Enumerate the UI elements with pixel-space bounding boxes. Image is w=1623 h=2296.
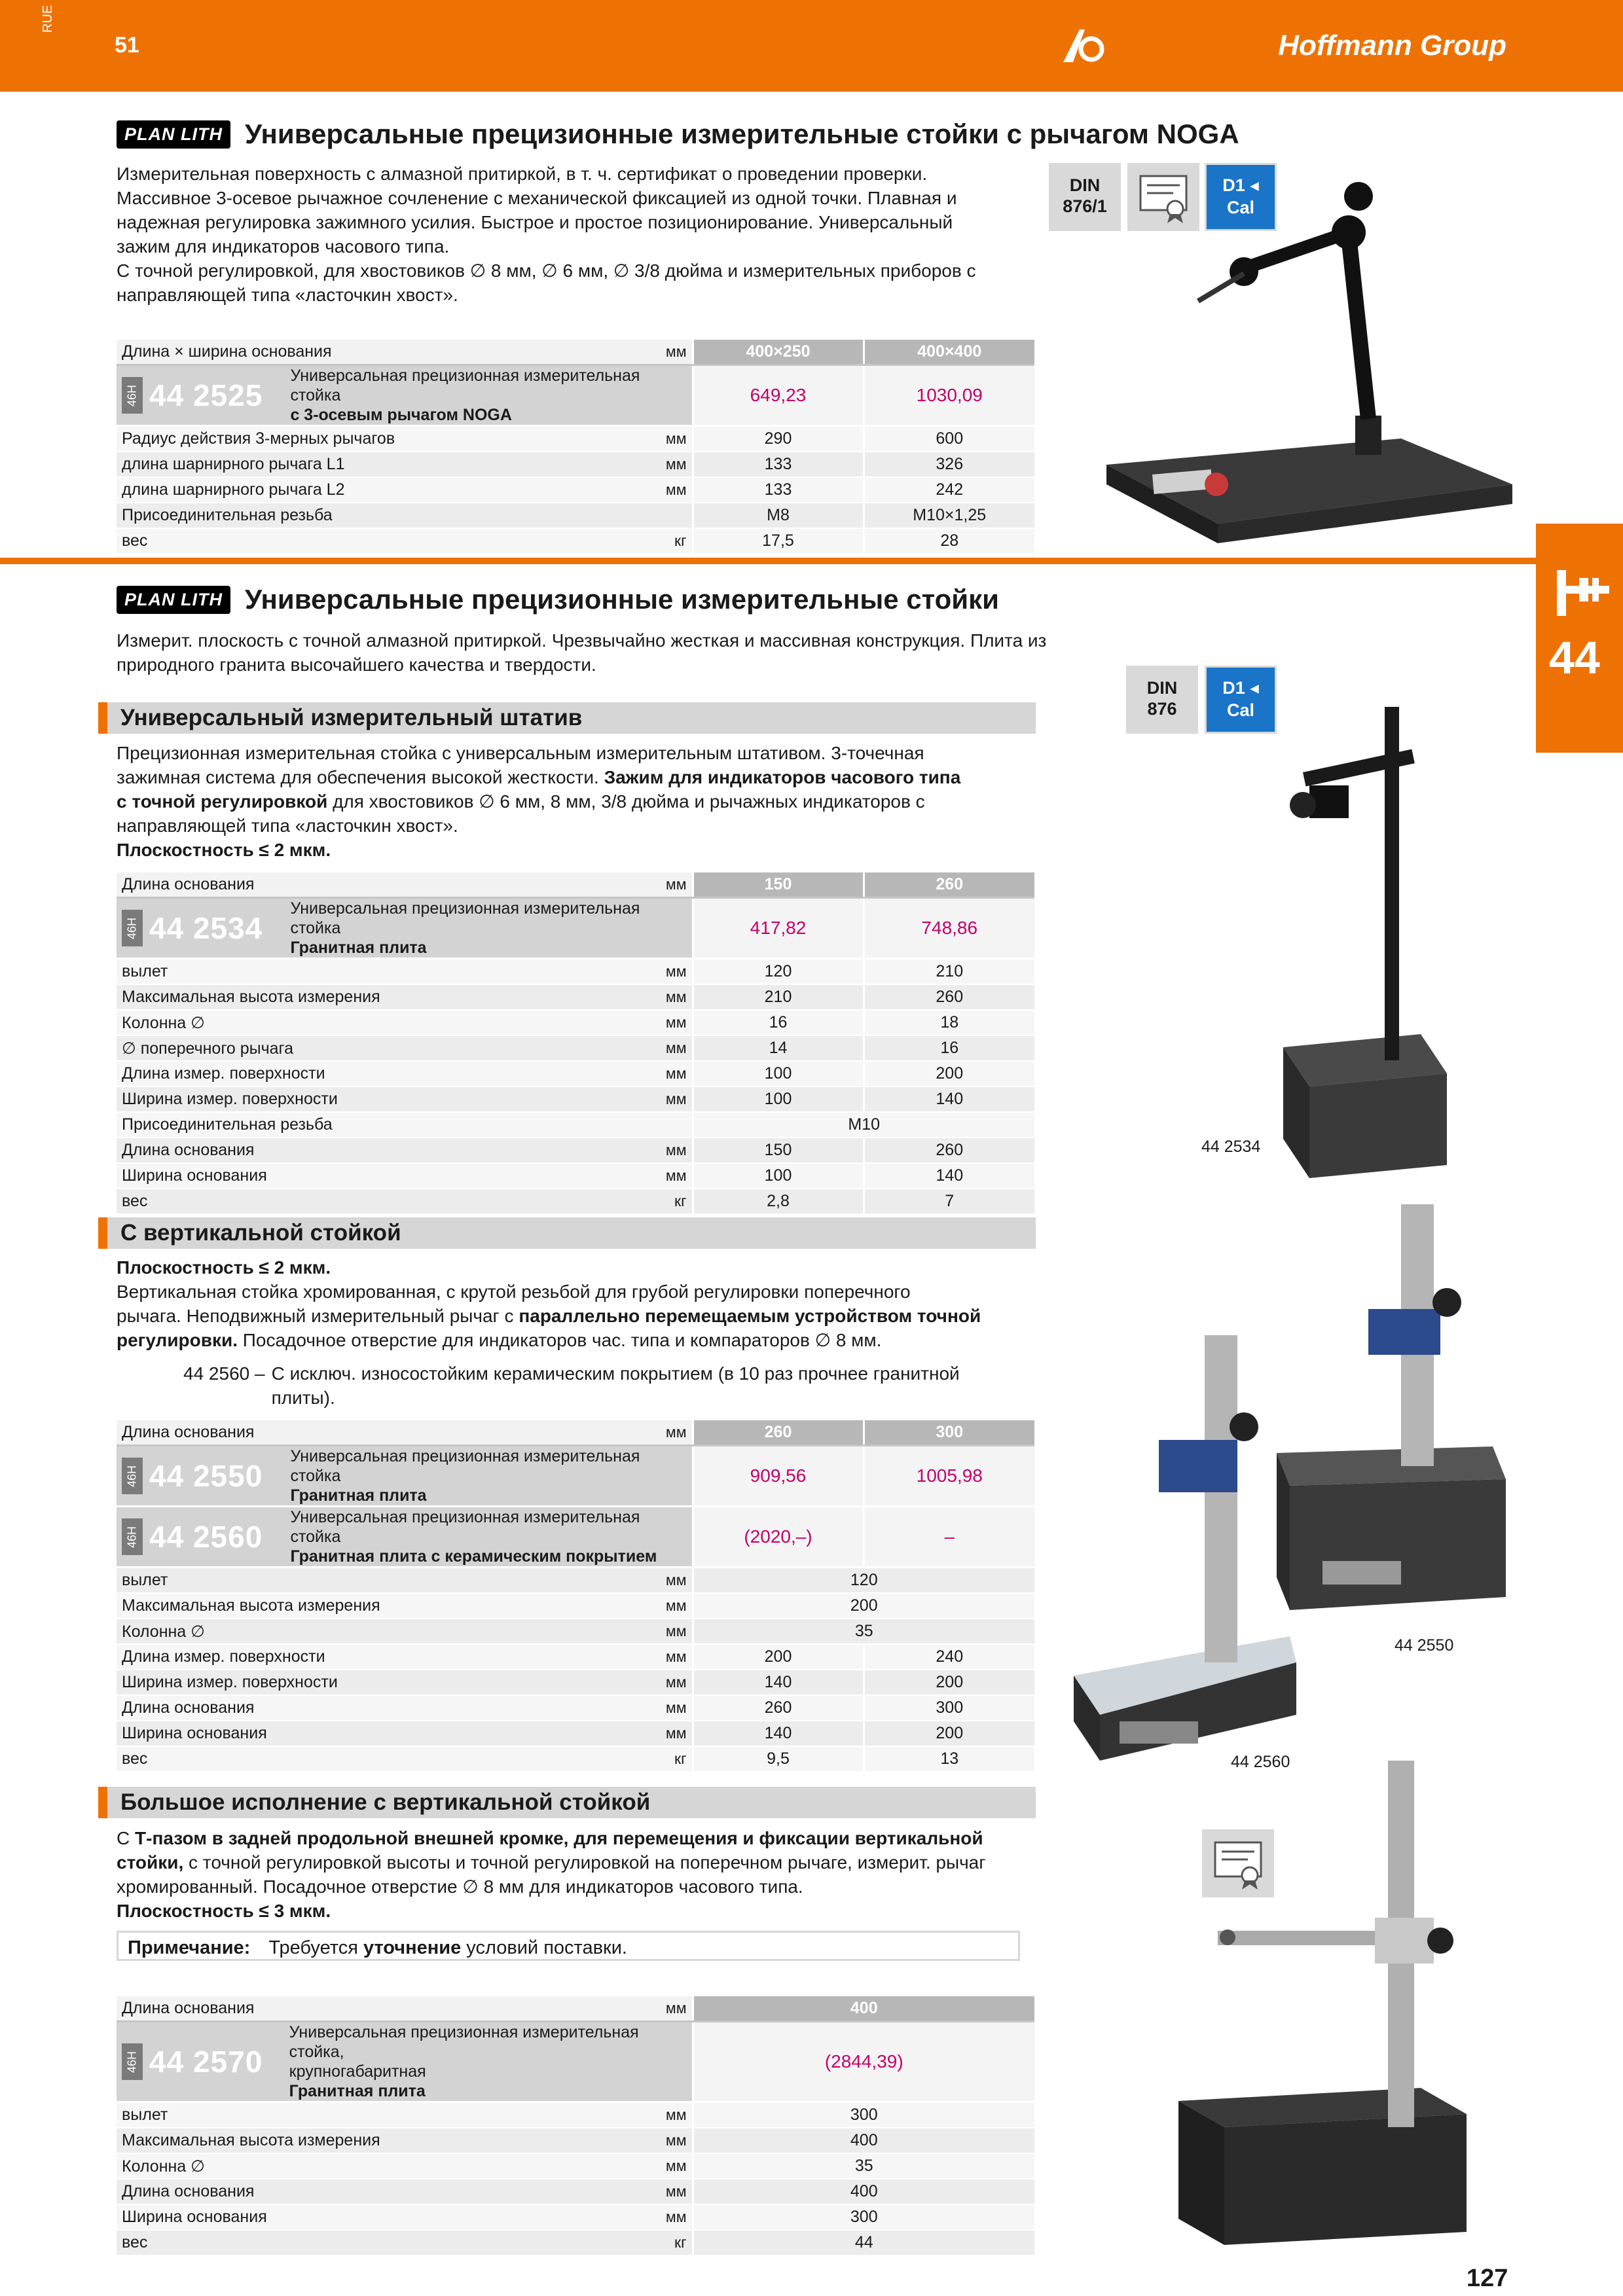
sec2-description: Плоскостность ≤ 2 мкм. Вертикальная стойка хромированная, с крутой резьбой для грубой регулировки поперечного рычага. Неподвижный измерительный рычаг с параллельно перемещаемым устройством точной регулировки. Посадочное отверстие для индикаторов час. типа и компараторов ∅ 8 мм.: [117, 1257, 981, 1350]
d1-cal-badge: D1 ◂ Cal: [1205, 163, 1277, 231]
article-number: 44 2525: [149, 378, 263, 412]
sec1-description: Прецизионная измерительная стойка с универсальным измерительным штативом. 3-точечная зажимная система для обеспечения высокой жесткости. Зажим для индикаторов часового типа с точной регулировкой для хвостовиков ∅ 6 мм, 8 мм, 3/8 дюйма и рычажных индикаторов с направляющей типа «ласточкин хвост». Плоскостность ≤ 2 мкм.: [117, 743, 961, 860]
table-header: Длина × ширина основания мм 400×250 400×400: [117, 340, 1034, 365]
page-number-left: 51: [115, 33, 139, 58]
product1-header: [117, 115, 1239, 154]
sec3-spec-table: Длина основания мм 400 46H 44 2570 Универсальная прецизионная измерительная стойка, крупногабаритная Гранитная плита (2844,39) вылет мм 300 Максимальная высота измерения мм 400 Колонна ∅ мм 35 Длина основания мм 400 Ширина основания мм 300 вес кг 44: [117, 1996, 1034, 2256]
table-row: Длина измер. поверхности мм 100 200: [117, 1061, 1034, 1086]
table-row: Длина основания мм 150 260: [117, 1138, 1034, 1163]
table-row: Длина измер. поверхности мм 200 240: [117, 1644, 1034, 1670]
product2-title: Универсальные прецизионные измерительные стойки: [245, 584, 999, 615]
table-row: вылет мм 120 210: [117, 959, 1034, 985]
table-row: Длина основания мм 400: [117, 2179, 1034, 2204]
article-number: 44 2560: [149, 1520, 263, 1554]
page-number: 127: [1467, 2265, 1508, 2292]
table-row: длина шарнирного рычага L2 мм 133 242: [117, 477, 1034, 503]
table-row: вес кг 2,8 7: [117, 1189, 1034, 1214]
table-row: вес кг 9,5 13: [117, 1746, 1034, 1772]
table-row: Присоединительная резьба M10: [117, 1112, 1034, 1138]
image-caption: 44 2560: [1231, 1753, 1290, 1771]
table-row: Колонна ∅ мм 35: [117, 2153, 1034, 2179]
section-title-vertical-column: С вертикальной стойкой: [98, 1217, 1036, 1249]
product-442534-image: [1257, 707, 1453, 1191]
din-badge: DIN 876/1: [1049, 163, 1121, 231]
product1-spec-table: [117, 340, 1034, 554]
article-row[interactable]: 46H 44 2560 Универсальная прецизионная измерительная стойка Гранитная плита с керамическим покрытием (2020,–) –: [117, 1507, 1034, 1568]
table-row: Радиус действия 3-мерных рычагов мм 290 600: [117, 426, 1034, 452]
table-row: Максимальная высота измерения мм 210 260: [117, 984, 1034, 1010]
table-row: вес кг 44: [117, 2230, 1034, 2255]
product2-description: Измерит. плоскость с точной алмазной притиркой. Чрезвычайно жесткая и массивная конструкция. Плита из природного гранита высочайшего качества и твердости.: [117, 630, 1047, 675]
article-number: 44 2534: [149, 911, 263, 945]
article-number: 44 2570: [149, 2045, 263, 2079]
section-divider: [0, 558, 1536, 564]
article-number: 44 2550: [149, 1459, 263, 1493]
image-caption: 44 2534: [1201, 1138, 1261, 1156]
d1-cal-badge: D1 ◂ Cal: [1205, 666, 1277, 734]
din-badge: DIN 876: [1126, 666, 1198, 734]
price: (2844,39): [693, 2022, 1034, 2102]
table-row: Колонна ∅ мм 35: [117, 1619, 1034, 1644]
price: 417,82: [693, 898, 864, 959]
product-442570-image: [1165, 1761, 1519, 2245]
product-442550-442560-image: [1061, 1204, 1519, 1767]
price: 1005,98: [864, 1446, 1034, 1507]
brand-logo: Hoffmann Group: [1278, 29, 1506, 62]
sec1-spec-table: Длина основания мм 150 260 46H 44 2534 Универсальная прецизионная измерительная стойка Гранитная плита 417,82 748,86 вылет мм 120 210 Максимальная высота измерения мм 210 260 Колонна ∅ мм 16 18 ∅ поперечного рычага мм 14 16 Длина измер. поверхности мм 100 200 Ширина измер. поверхности мм 100 140 Присоединительная резьба M10 Длина основания мм 150 260 Ширина основания мм 100 140 вес кг 2,8 7: [117, 872, 1034, 1215]
table-row: Колонна ∅ мм 16 18: [117, 1010, 1034, 1035]
price: (2020,–): [693, 1507, 864, 1568]
chapter-number: 44: [1549, 632, 1600, 683]
product1-image: [1100, 157, 1519, 550]
table-row: Ширина измер. поверхности мм 140 200: [117, 1670, 1034, 1695]
note-box: Примечание: Требуется уточнение условий поставки.: [117, 1931, 1020, 1961]
table-row: вылет мм 300: [117, 2102, 1034, 2128]
table-row: длина шарнирного рычага L1 мм 133 326: [117, 452, 1034, 477]
section-title-universal-stand: Универсальный измерительный штатив: [98, 702, 1036, 734]
table-row: Ширина основания мм 300: [117, 2204, 1034, 2230]
table-row: Присоединительная резьба M8 M10×1,25: [117, 503, 1034, 528]
planolith-badge: PLAN LITH: [117, 586, 230, 614]
table-row: вылет мм 120: [117, 1568, 1034, 1594]
price: –: [864, 1507, 1034, 1568]
table-row: Длина основания мм 260 300: [117, 1695, 1034, 1721]
article-row[interactable]: 46H 44 2550 Универсальная прецизионная измерительная стойка Гранитная плита 909,56 1005,98: [117, 1446, 1034, 1507]
sec3-description: С Т-пазом в задней продольной внешней кромке, для перемещения и фиксации вертикальной стойки, с точной регулировкой высоты и точной регулировкой на поперечном рычаге, измерит. рычаг хромированный. Посадочное отверстие ∅ 8 мм для индикаторов часового типа. Плоскостность ≤ 3 мкм.: [117, 1828, 986, 1921]
product2-header: [117, 580, 999, 619]
article-row[interactable]: 46H 44 2570 Универсальная прецизионная измерительная стойка, крупногабаритная Гранитная плита (2844,39): [117, 2022, 1034, 2102]
planolith-badge: PLAN LITH: [117, 120, 230, 149]
section-title-large-version: Большое исполнение с вертикальной стойкой: [98, 1787, 1036, 1818]
table-row: Ширина основания мм 140 200: [117, 1721, 1034, 1746]
price: 649,23: [693, 365, 864, 426]
article-row[interactable]: 46H 44 2525 Универсальная прецизионная измерительная стойка с 3-осевым рычагом NOGA 649,23 1030,09: [117, 365, 1034, 426]
table-row: Ширина измер. поверхности мм 100 140: [117, 1086, 1034, 1112]
table-row: вес кг 17,5 28: [117, 528, 1034, 554]
image-caption: 44 2550: [1395, 1636, 1454, 1655]
table-row: ∅ поперечного рычага мм 14 16: [117, 1035, 1034, 1061]
product1-description: Измерительная поверхность с алмазной притиркой, в т. ч. сертификат о проведении проверки. Массивное 3-осевое рычажное сочленение с механической фиксацией из одной точки. Плавная и надежная регулировка зажимного усилия. Быстрое и простое позиционирование. Универсальный зажим для индикаторов часового типа. С точной регулировкой, для хвостовиков ∅ 8 мм, ∅ 6 мм, ∅ 3/8 дюйма и измерительных приборов с направляющей типа «ласточкин хвост».: [117, 164, 976, 305]
price: 748,86: [864, 898, 1034, 959]
sec2-note: 44 2560 – С исключ. износостойким керамическим покрытием (в 10 раз прочнее гранитной плиты).: [183, 1363, 960, 1408]
table-row: Максимальная высота измерения мм 400: [117, 2128, 1034, 2153]
hoffmann-logo-icon: [1060, 26, 1106, 65]
sec2-spec-table: Длина основания мм 260 300 46H 44 2550 Универсальная прецизионная измерительная стойка Гранитная плита 909,56 1005,98 46H 44 2560 Универсальная прецизионная измерительная стойка Гранитная плита с керамическим покрытием (2020,–) – вылет мм 120 Максимальная высота измерения мм 200 Колонна ∅ мм 35 Длина измер. поверхности мм 200 240 Ширина измер. поверхности мм 140 200 Длина основания мм 260 300 Ширина основания мм 140 200 вес кг 9,5 13: [117, 1420, 1034, 1772]
table-row: Ширина основания мм 100 140: [117, 1163, 1034, 1189]
caliper-icon: [1553, 566, 1613, 619]
product1-title: Универсальные прецизионные измерительные стойки с рычагом NOGA: [245, 118, 1239, 149]
price: 1030,09: [864, 365, 1034, 426]
language-code: RUE: [41, 5, 55, 33]
article-row[interactable]: 46H 44 2534 Универсальная прецизионная измерительная стойка Гранитная плита 417,82 748,86: [117, 898, 1034, 959]
table-row: Максимальная высота измерения мм 200: [117, 1593, 1034, 1619]
price: 909,56: [693, 1446, 864, 1507]
